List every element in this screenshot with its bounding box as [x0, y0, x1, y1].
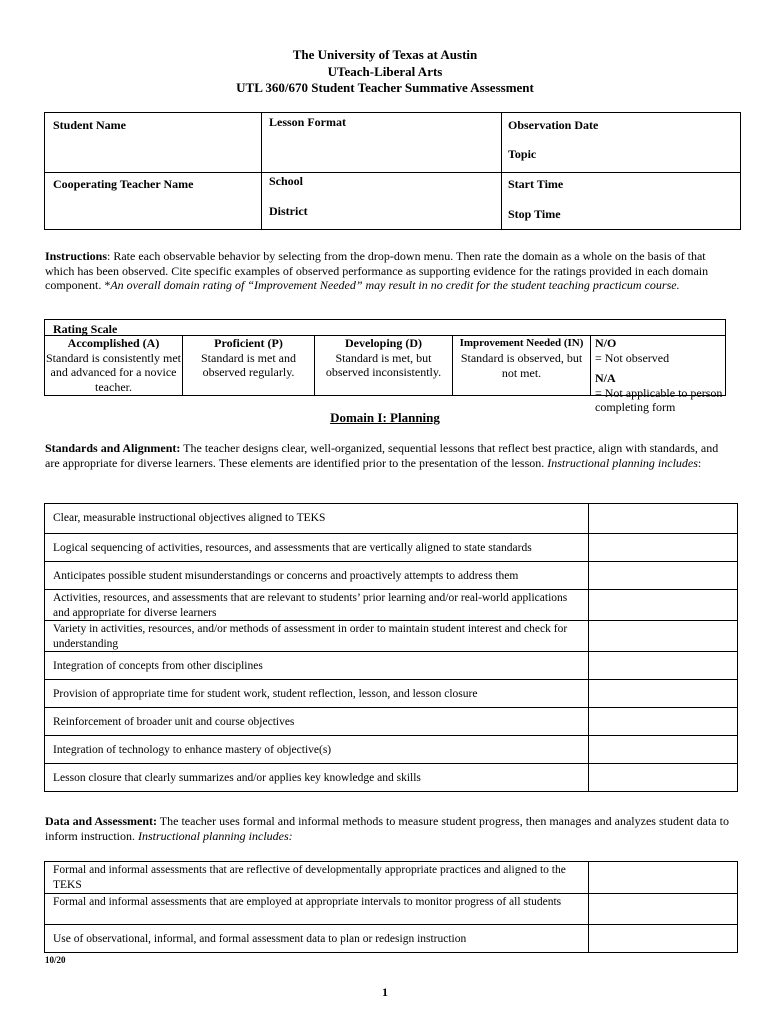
lesson-format-field[interactable]: Lesson Format [269, 115, 346, 129]
rating-dropdown[interactable] [588, 534, 737, 561]
table-row [45, 651, 737, 679]
form-title: UTL 360/670 Student Teacher Summative Assessment [236, 80, 534, 95]
standards-criteria-table [44, 503, 738, 792]
table-row [45, 763, 737, 791]
standards-text: The teacher designs clear, well-organized, sequential lessons that reflect best practice, align with standards, and are appropriate for diverse learners. These elements are identified prior to the presentation of the lesson. [45, 441, 719, 470]
criterion-text: Logical sequencing of activities, resources, and assessments that are vertically aligned to state standards [53, 542, 532, 554]
table-row [45, 561, 737, 589]
rating-level-desc: Standard is met, but observed inconsistently. [325, 350, 442, 379]
table-row [45, 893, 737, 924]
criterion-text: Formal and informal assessments that are reflective of developmentally appropriate practices and aligned to the TEKS [53, 864, 566, 891]
criterion-text: Anticipates possible student misunderstandings or concerns and proactively attempts to address them [53, 570, 519, 582]
rating-dropdown[interactable] [588, 764, 737, 791]
table-row [45, 735, 737, 763]
rating-level-developing [314, 335, 452, 396]
criterion-text: Integration of technology to enhance mastery of objective(s) [53, 744, 332, 756]
rating-level-proficient [182, 335, 314, 396]
data-assessment-text: The teacher uses formal and informal methods to measure student progress, then manages and analyzes student data to inform instruction. [45, 814, 729, 843]
topic-field[interactable]: Topic [508, 147, 537, 161]
criterion-text: Use of observational, informal, and formal assessment data to plan or redesign instruction [53, 933, 467, 945]
criterion-text: Lesson closure that clearly summarizes and/or applies key knowledge and skills [53, 772, 421, 784]
criterion-text: Variety in activities, resources, and/or methods of assessment in order to maintain student interest and check for understanding [53, 623, 568, 650]
standards-label: Standards and Alignment: [45, 441, 181, 455]
no-text: = Not observed [595, 350, 670, 365]
rating-dropdown[interactable] [588, 736, 737, 763]
data-assessment-paragraph [45, 814, 735, 843]
table-row [45, 924, 737, 952]
criterion-text: Reinforcement of broader unit and course objectives [53, 716, 295, 728]
rating-dropdown[interactable] [588, 708, 737, 735]
rating-level-name: Accomplished (A) [67, 336, 160, 350]
na-text: = Not applicable to person completing form [595, 385, 723, 414]
rating-dropdown[interactable] [588, 621, 737, 651]
start-time-field[interactable]: Start Time [508, 177, 564, 191]
rating-level-accomplished [45, 335, 182, 396]
observation-date-field[interactable]: Observation Date [508, 118, 599, 132]
instructions-label: Instructions [45, 249, 108, 263]
standards-end: : [697, 455, 702, 470]
cooperating-teacher-field[interactable]: Cooperating Teacher Name [53, 177, 194, 191]
instructions-note: An overall domain rating of “Improvement Needed” may result in no credit for the student teaching practicum course. [110, 278, 680, 292]
rating-dropdown[interactable] [588, 862, 737, 893]
data-criteria-table [44, 861, 738, 953]
table-row [45, 589, 737, 620]
program-title: UTeach-Liberal Arts [327, 63, 443, 79]
table-row [45, 862, 737, 893]
info-table [44, 112, 741, 230]
criterion-text: Clear, measurable instructional objectives aligned to TEKS [53, 512, 326, 524]
criterion-text: Activities, resources, and assessments that are relevant to students’ prior learning and/or real-world applications and appropriate for diverse learners [53, 592, 568, 619]
stop-time-field[interactable]: Stop Time [508, 207, 561, 221]
district-field[interactable]: District [269, 204, 308, 218]
data-assessment-italic: Instructional planning includes: [138, 828, 293, 843]
table-row [45, 533, 737, 561]
rating-level-desc: Standard is consistently met and advanced for a novice teacher. [46, 350, 181, 394]
table-row [45, 620, 737, 651]
table-row [45, 679, 737, 707]
criterion-text: Provision of appropriate time for student work, student reflection, lesson, and lesson closure [53, 688, 478, 700]
rating-level-desc: Standard is met and observed regularly. [201, 350, 296, 379]
domain-title: Domain I: Planning [330, 410, 440, 425]
criterion-text: Formal and informal assessments that are employed at appropriate intervals to monitor progress of all students [53, 896, 562, 908]
rating-level-na-no [590, 335, 726, 414]
rating-level-name: Developing (D) [345, 336, 422, 350]
document-header [0, 47, 770, 97]
table-row [45, 707, 737, 735]
rating-dropdown[interactable] [588, 652, 737, 679]
criterion-text: Integration of concepts from other disciplines [53, 660, 263, 672]
standards-paragraph [45, 441, 735, 470]
rating-dropdown[interactable] [588, 680, 737, 707]
rating-dropdown[interactable] [588, 504, 737, 533]
instructions-text: : Rate each observable behavior by selecting from the drop-down menu. Then rate the domain as a whole on the basis of that which has been observed. Cite specific examples of observed performance as supporting evidence for the ratings provided in each domain component. * [45, 249, 709, 292]
rating-scale-table [44, 319, 726, 414]
school-field[interactable]: School [269, 174, 304, 188]
rating-dropdown[interactable] [588, 590, 737, 620]
rating-dropdown[interactable] [588, 562, 737, 589]
revision-code: 10/20 [45, 955, 66, 965]
rating-level-improvement-needed [452, 335, 590, 396]
table-row [45, 504, 737, 533]
rating-level-name: Proficient (P) [214, 336, 283, 350]
rating-scale-title: Rating Scale [53, 322, 118, 336]
na-label: N/A [595, 371, 616, 385]
rating-dropdown[interactable] [588, 925, 737, 952]
instructions-paragraph [45, 249, 735, 293]
data-assessment-label: Data and Assessment: [45, 814, 158, 828]
student-name-field[interactable]: Student Name [53, 118, 127, 132]
rating-level-name: Improvement Needed (IN) [459, 337, 584, 349]
page-number: 1 [382, 985, 388, 999]
rating-level-desc: Standard is observed, but not met. [460, 350, 583, 380]
standards-italic: Instructional planning includes [547, 455, 698, 470]
university-title: The University of Texas at Austin [292, 47, 478, 62]
rating-dropdown[interactable] [588, 894, 737, 924]
no-label: N/O [595, 336, 617, 350]
